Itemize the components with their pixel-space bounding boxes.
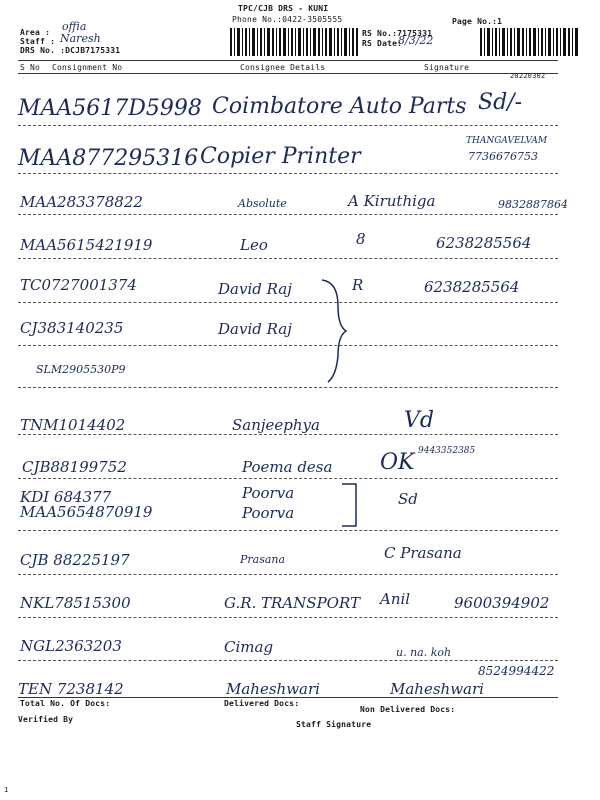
- row-1-rule: [18, 125, 558, 126]
- grouping-bracket: [318, 276, 348, 386]
- row-12-consignee: Prasana: [240, 553, 286, 566]
- row-1-consignment: MAA5617D5998: [18, 96, 202, 121]
- delivered-docs-label: Delivered Docs:: [224, 699, 300, 708]
- row-4-consignment: MAA5615421919: [20, 236, 153, 254]
- row-4-consignee: Leo: [240, 236, 268, 254]
- row-5-note: 6238285564: [424, 278, 520, 296]
- row-10-consignee: Poorva: [242, 484, 295, 502]
- row-7-rule: [18, 387, 558, 388]
- date-stamp: 20220302: [510, 72, 546, 80]
- row-3-consignment: MAA283378822: [20, 193, 143, 211]
- row-4-rule: [18, 258, 558, 259]
- area-label: Area :: [20, 28, 51, 37]
- row-2-consignment: MAA877295316: [18, 146, 199, 171]
- row-6-consignee: David Raj: [218, 320, 292, 338]
- row-13-note: 9600394902: [454, 594, 550, 612]
- header-bottom-rule: [18, 73, 558, 74]
- row-8-rule: [18, 434, 558, 435]
- row-13-consignment: NKL78515300: [20, 594, 131, 612]
- row-15-consignment: TEN 7238142: [18, 680, 124, 698]
- rs-date-label: RS Date:: [362, 39, 403, 48]
- row-11-consignee: Poorva: [242, 504, 295, 522]
- page-number: Page No.:1: [452, 17, 503, 26]
- row-3-note: 9832887864: [498, 198, 568, 211]
- row-5-consignee: David Raj: [218, 280, 292, 298]
- row-9-consignee: Poema desa: [242, 458, 333, 476]
- row-9-note: 9443352385: [418, 446, 476, 456]
- column-sno: S No: [20, 63, 41, 72]
- total-docs-label: Total No. Of Docs:: [20, 699, 111, 708]
- row-15-note: 8524994422: [478, 664, 555, 678]
- row-11-consignment: MAA5654870919: [20, 503, 153, 521]
- row-14-signature: u. na. koh: [396, 646, 452, 659]
- row-13-signature: Anil: [380, 590, 411, 608]
- document-title: TPC/CJB DRS - KUNI: [238, 4, 329, 13]
- row-7-consignment: SLM2905530P9: [36, 363, 126, 376]
- row-8-consignment: TNM1014402: [20, 416, 126, 434]
- row-14-consignment: NGL2363203: [20, 637, 122, 655]
- row-11-rule: [18, 530, 558, 531]
- drs-number: DRS No. :DCJB7175331: [20, 46, 121, 55]
- area-value: offia: [62, 20, 87, 33]
- row-3-rule: [18, 214, 558, 215]
- row-9-consignment: CJB88199752: [22, 458, 127, 476]
- header-top-rule: [18, 60, 558, 61]
- row-4-signature: 8: [356, 230, 366, 248]
- row-4-note: 6238285564: [436, 234, 532, 252]
- non-delivered-docs-label: Non Delivered Docs:: [360, 705, 456, 714]
- column-signature: Signature: [424, 63, 470, 72]
- row-10-consignment: KDI 684377: [20, 488, 112, 506]
- row-6-consignment: CJ383140235: [20, 319, 124, 337]
- row-8-consignee: Sanjeephya: [232, 416, 320, 434]
- row-13-consignee: G.R. TRANSPORT: [224, 594, 361, 612]
- staff-signature-label: Staff Signature: [296, 720, 372, 729]
- row-12-consignment: CJB 88225197: [20, 551, 130, 569]
- row-2-note: 7736676753: [468, 150, 538, 163]
- drs-barcode: [230, 28, 360, 56]
- row-9-rule: [18, 478, 558, 479]
- rows-10-11-bracket: [338, 480, 362, 530]
- row-5-rule: [18, 302, 558, 303]
- row-14-consignee: Cimag: [224, 638, 274, 656]
- staff-label: Staff :: [20, 37, 56, 46]
- staff-value: Naresh: [60, 32, 101, 45]
- row-2-rule: [18, 173, 558, 174]
- row-3-consignee: Absolute: [238, 197, 287, 210]
- row-8-signature: Vd: [404, 408, 434, 433]
- row-15-signature: Maheshwari: [390, 680, 484, 698]
- row-13-rule: [18, 617, 558, 618]
- footer-rule: [18, 697, 558, 698]
- column-consignment: Consignment No: [52, 63, 123, 72]
- row-11-signature: Sd: [398, 490, 418, 508]
- row-12-signature: C Prasana: [384, 544, 462, 562]
- verified-by-label: Verified By: [18, 715, 74, 724]
- phone-number: Phone No.:0422-3505555: [232, 15, 343, 24]
- row-1-signature: Sd/-: [478, 90, 522, 115]
- rs-date-value: 8/3/22: [398, 34, 434, 47]
- row-1-consignee: Coimbatore Auto Parts: [212, 94, 467, 119]
- row-2-consignee: Copier Printer: [200, 144, 361, 169]
- row-3-signature: A Kiruthiga: [348, 192, 436, 210]
- row-9-signature: OK: [380, 450, 415, 475]
- rs-number: RS No.:7175331: [362, 29, 433, 38]
- row-2-signature: THANGAVELVAM: [466, 136, 548, 146]
- row-12-rule: [18, 574, 558, 575]
- page-mark: 1: [4, 786, 9, 794]
- row-5-consignment: TC0727001374: [20, 276, 137, 294]
- column-consignee: Consignee Details: [240, 63, 326, 72]
- page-barcode: [480, 28, 580, 56]
- row-14-rule: [18, 660, 558, 661]
- row-15-consignee: Maheshwari: [226, 680, 320, 698]
- row-6-rule: [18, 345, 558, 346]
- row-5-signature: R: [352, 276, 364, 294]
